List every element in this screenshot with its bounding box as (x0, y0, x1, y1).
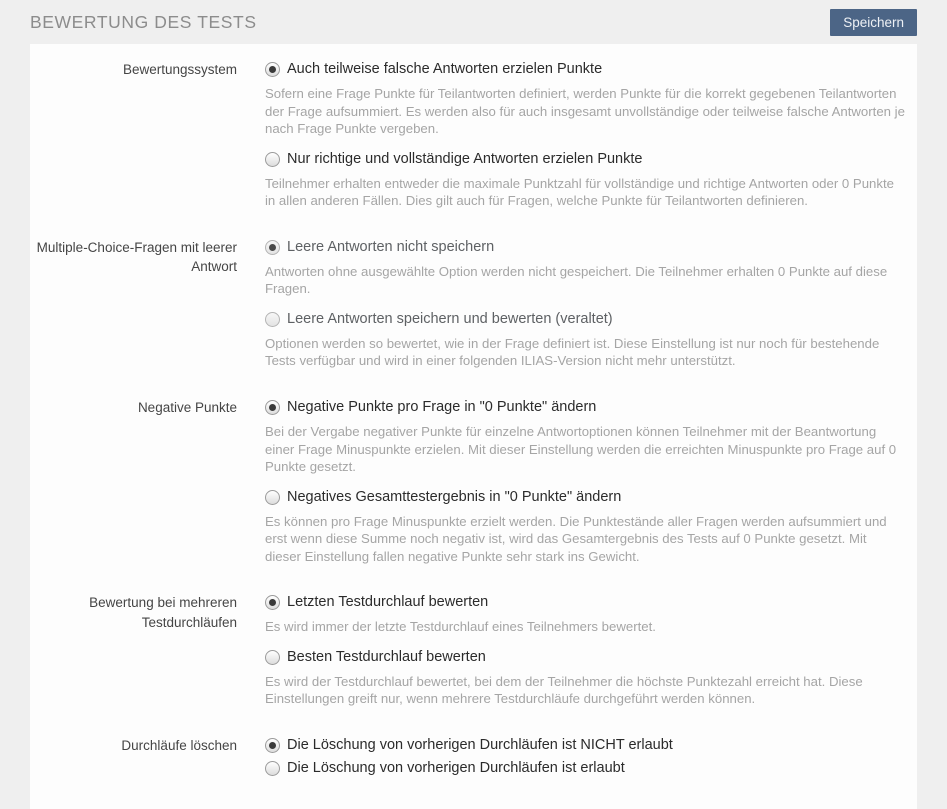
radio-option-label: Nur richtige und vollständige Antworten erzielen Punkte (287, 150, 643, 167)
form-group (30, 395, 917, 576)
radio-option[interactable] (265, 592, 905, 613)
option-description: Sofern eine Frage Punkte für Teilantworten definiert, werden Punkte für die korrekt gegebenen Teilantworten der Frage aufsummiert. Es werden also für auch insgesamt unvollständige oder teilweise falsche Antworten je nach Frage Punkte vergeben. (265, 86, 905, 137)
page-title: BEWERTUNG DES TESTS (30, 11, 257, 32)
option-description: Teilnehmer erhalten entweder die maximale Punktzahl für vollständige und richtige Antworten oder 0 Punkte in allen anderen Fällen. Dies gilt auch für Fragen, welche Punkte für Teilantworten definieren. (265, 175, 894, 209)
radio-option-label: Negative Punkte pro Frage in "0 Punkte" ändern (287, 398, 597, 415)
option-list (237, 395, 917, 576)
form-panel (30, 44, 917, 809)
option-description: Bei der Vergabe negativer Punkte für einzelne Antwortoptionen können Teilnehmer mit der Beantwortung einer Frage Minuspunkte erzielen. Mit dieser Einstellung werden die erreichten Minuspunkte pro Frage auf 0 Punkte gesetzt. (265, 424, 897, 475)
option-description: Es können pro Frage Minuspunkte erzielt werden. Die Punktestände aller Fragen werden aufsummiert und erst wenn diese Summe noch negativ ist, wird das Gesamtergebnis des Tests auf 0 Punkte gesetzt. Mit dieser Einstellung fallen negative Punkte sehr stark ins Gewicht. (265, 513, 887, 564)
radio-option[interactable] (265, 149, 905, 170)
radio-option-label: Die Löschung von vorherigen Durchläufen ist NICHT erlaubt (287, 736, 673, 753)
form-group (30, 235, 917, 381)
form-group (30, 733, 917, 779)
radio-button-icon[interactable] (265, 490, 280, 505)
radio-option-label: Besten Testdurchlauf bewerten (287, 648, 486, 665)
radio-button-icon[interactable] (265, 400, 280, 415)
option-description: Es wird immer der letzte Testdurchlauf eines Teilnehmers bewertet. (265, 619, 656, 635)
radio-option[interactable] (265, 487, 905, 508)
radio-button-icon[interactable] (265, 62, 280, 77)
radio-button-icon[interactable] (265, 761, 280, 776)
radio-button-icon[interactable] (265, 595, 280, 610)
option-description: Es wird der Testdurchlauf bewertet, bei dem der Teilnehmer die höchste Punktezahl erreicht hat. Diese Einstellungen greift nur, wenn mehrere Testdurchläufe durchgeführt werden können. (265, 673, 863, 707)
option-description: Optionen werden so bewertet, wie in der Frage definiert ist. Diese Einstellung ist nur noch für bestehende Tests verfügbar und wird in einer folgenden ILIAS-Version nicht mehr unterstützt. (265, 335, 880, 369)
group-label: Durchläufe löschen (121, 737, 237, 753)
radio-option[interactable] (265, 758, 905, 779)
radio-button-icon[interactable] (265, 240, 280, 255)
group-label: Bewertung bei mehreren Testdurchläufen (89, 595, 237, 630)
form-group (30, 590, 917, 719)
radio-option[interactable] (265, 397, 905, 418)
option-list (237, 235, 917, 381)
page-header (0, 0, 947, 44)
radio-button-icon[interactable] (265, 738, 280, 753)
radio-option[interactable] (265, 59, 905, 80)
form-groups (30, 57, 917, 779)
group-label: Bewertungssystem (122, 62, 237, 77)
option-list (237, 57, 917, 221)
radio-option[interactable] (265, 309, 905, 330)
option-list (237, 590, 917, 719)
form-group (30, 57, 917, 221)
radio-option[interactable] (265, 237, 905, 258)
radio-option-label: Die Löschung von vorherigen Durchläufen ist erlaubt (287, 759, 625, 776)
radio-option[interactable] (265, 735, 905, 756)
radio-option-label: Negatives Gesamttestergebnis in "0 Punkte" ändern (287, 488, 622, 505)
option-list (237, 733, 917, 779)
save-button[interactable]: Speichern (830, 9, 917, 36)
radio-option-label: Letzten Testdurchlauf bewerten (287, 594, 489, 611)
radio-button-icon[interactable] (265, 152, 280, 167)
group-label: Multiple-Choice-Fragen mit leerer Antwort (36, 239, 237, 275)
option-description: Antworten ohne ausgewählte Option werden nicht gespeichert. Die Teilnehmer erhalten 0 Punkte auf diese Fragen. (265, 263, 888, 297)
group-label: Negative Punkte (137, 399, 237, 415)
radio-option-label: Auch teilweise falsche Antworten erzielen Punkte (287, 61, 603, 77)
radio-option-label: Leere Antworten nicht speichern (287, 238, 495, 255)
radio-button-icon[interactable] (265, 312, 280, 327)
radio-option[interactable] (265, 647, 905, 668)
radio-button-icon[interactable] (265, 650, 280, 665)
radio-option-label: Leere Antworten speichern und bewerten (veraltet) (287, 310, 613, 327)
